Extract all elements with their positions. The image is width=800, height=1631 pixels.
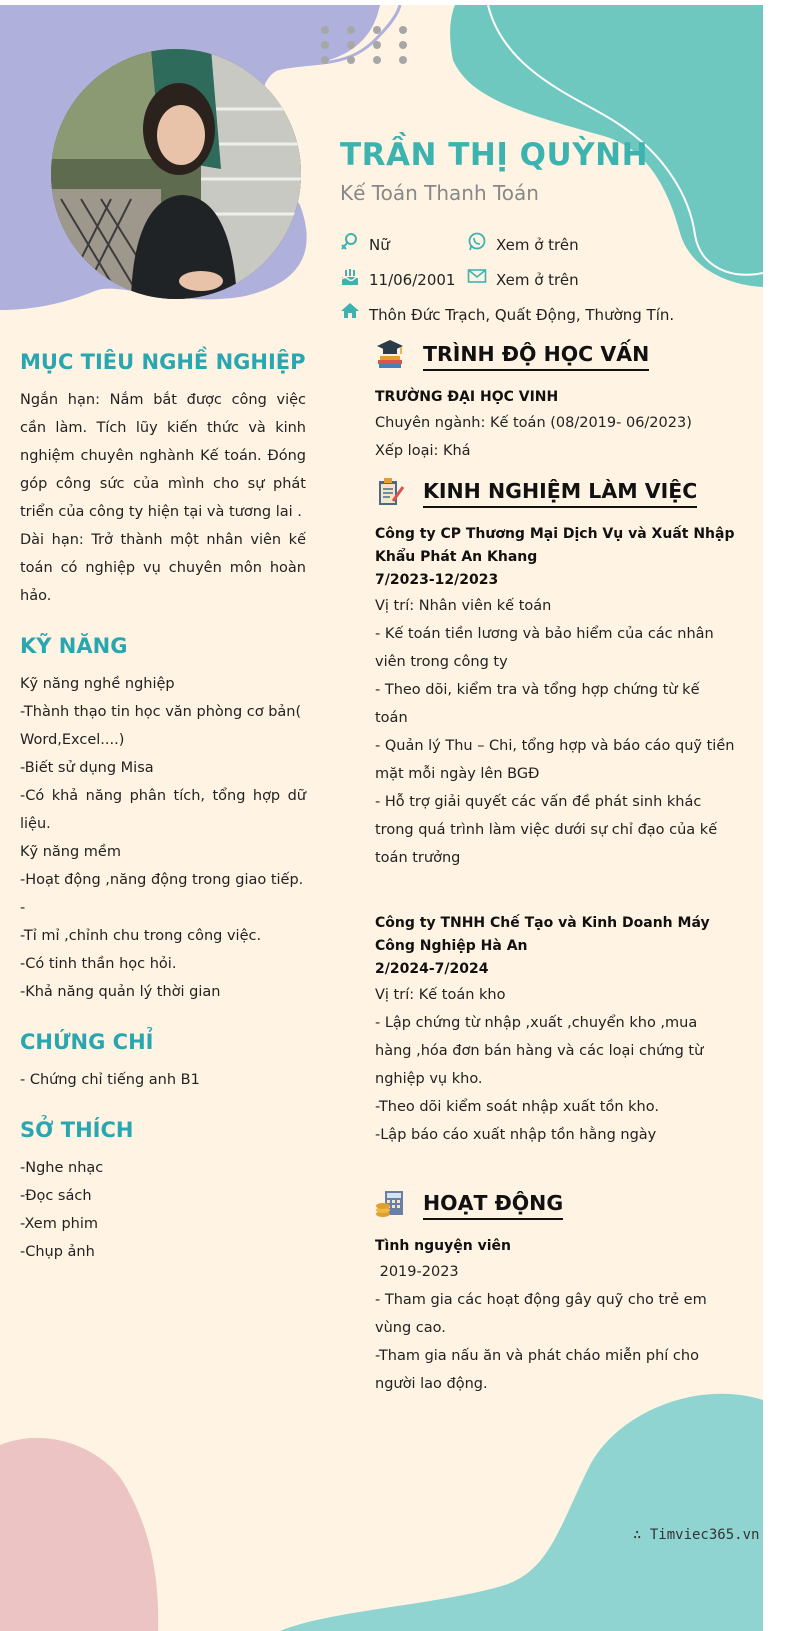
education-heading: TRÌNH ĐỘ HỌC VẤN (423, 342, 649, 371)
graduation-cap-icon (375, 338, 405, 370)
phone-value: Xem ở trên (496, 236, 579, 254)
skill-item: -Có tinh thần học hỏi. (20, 956, 177, 972)
skill-item: -Biết sử dụng Misa (20, 760, 154, 776)
education-major: Chuyên ngành: Kế toán (08/2019- 06/2023) (375, 415, 692, 431)
portrait-image (51, 49, 301, 299)
activity-line: -Tham gia nấu ăn và phát cháo miễn phí cho người lao động. (375, 1348, 699, 1392)
skill-item: -Thành thạo tin học văn phòng cơ bản( Word,Excel....) (20, 704, 302, 748)
profile-photo (51, 49, 301, 299)
job-line: -Lập báo cáo xuất nhập tồn hằng ngày (375, 1127, 657, 1143)
job-line: Vị trí: Nhân viên kế toán (375, 598, 552, 614)
job-period: 7/2023-12/2023 (375, 572, 499, 588)
hobby-item: -Xem phim (20, 1216, 98, 1232)
hobby-item: -Chụp ảnh (20, 1244, 95, 1260)
activities-header (375, 1185, 735, 1229)
certificates-heading: CHỨNG CHỈ (20, 1030, 154, 1054)
education-header (375, 336, 735, 380)
address-value: Thôn Đức Trạch, Quất Động, Thường Tín. (369, 306, 675, 324)
job-title: Kế Toán Thanh Toán (340, 181, 539, 205)
skill-item: -Có khả năng phân tích, tổng hợp dữ liệu. (20, 788, 306, 832)
activity-line: - Tham gia các hoạt động gây quỹ cho trẻ em vùng cao. (375, 1292, 707, 1336)
job-company: Công ty TNHH Chế Tạo và Kinh Doanh Máy Công Nghiệp Hà An (375, 915, 710, 954)
objective-short-term: Ngắn hạn: Nắm bắt được công việc cần làm. Tích lũy kiến thức và kinh nghiệm chuyên nghành Kế toán. Đóng góp công sức của mình cho sự phát triển của công ty hiện tại và tương lai . (20, 392, 306, 520)
certificate-item: - Chứng chỉ tiếng anh B1 (20, 1072, 200, 1088)
job-line: - Kế toán tiền lương và bảo hiểm của các nhân viên trong công ty (375, 626, 714, 670)
skill-item: Kỹ năng nghề nghiệp (20, 676, 175, 692)
experience-header (375, 473, 735, 517)
right-column (375, 336, 735, 1398)
skill-item: Kỹ năng mềm (20, 844, 121, 860)
gender-value: Nữ (369, 236, 390, 254)
hobby-item: -Nghe nhạc (20, 1160, 104, 1176)
skill-item: -Khả năng quản lý thời gian (20, 984, 221, 1000)
activity-role: Tình nguyện viên (375, 1238, 511, 1254)
job-line: - Hỗ trợ giải quyết các vấn đề phát sinh khác trong quá trình làm việc dưới sự chỉ đạo của kế toán trưởng (375, 794, 718, 866)
job-period: 2/2024-7/2024 (375, 961, 489, 977)
job-line: - Lập chứng từ nhập ,xuất ,chuyển kho ,mua hàng ,hóa đơn bán hàng và các loại chứng từ nghiệp vụ kho. (375, 1015, 704, 1087)
skill-item: -Hoạt động ,năng động trong giao tiếp. - (20, 872, 304, 916)
skills-heading: KỸ NĂNG (20, 634, 128, 658)
job-company: Công ty CP Thương Mại Dịch Vụ và Xuất Nhập Khẩu Phát An Khang (375, 526, 735, 565)
objective-long-term: Dài hạn: Trở thành một nhân viên kế toán có nghiệp vụ chuyên môn hoàn hảo. (20, 532, 306, 604)
activities-heading: HOẠT ĐỘNG (423, 1191, 563, 1220)
email-value: Xem ở trên (496, 271, 579, 289)
job-entry-1 (375, 523, 735, 872)
clipboard-icon (375, 475, 405, 507)
activity-period: 2019-2023 (375, 1264, 459, 1280)
job-line: - Quản lý Thu – Chi, tổng hợp và báo cáo quỹ tiền mặt mỗi ngày lên BGĐ (375, 738, 735, 782)
whatsapp-icon (467, 231, 487, 253)
cv-sheet (0, 5, 763, 1631)
job-line: -Theo dõi kiểm soát nhập xuất tồn kho. (375, 1099, 659, 1115)
education-grade: Xếp loại: Khá (375, 443, 471, 459)
left-column (20, 348, 306, 1266)
envelope-icon (467, 266, 487, 288)
school-name: TRƯỜNG ĐẠI HỌC VINH (375, 389, 559, 405)
objective-heading: MỤC TIÊU NGHỀ NGHIỆP (20, 350, 306, 374)
watermark-logo: ∴ Timviec365.vn (633, 1527, 760, 1543)
hobby-item: -Đọc sách (20, 1188, 92, 1204)
job-entry-2 (375, 912, 735, 1149)
job-line: - Theo dõi, kiểm tra và tổng hợp chứng từ kế toán (375, 682, 700, 726)
home-icon (340, 301, 360, 323)
skill-item: -Tỉ mỉ ,chỉnh chu trong công việc. (20, 928, 262, 944)
experience-heading: KINH NGHIỆM LÀM VIỆC (423, 479, 697, 508)
candidate-name: TRẦN THỊ QUỲNH (340, 137, 649, 173)
hobbies-heading: SỞ THÍCH (20, 1118, 134, 1142)
job-line: Vị trí: Kế toán kho (375, 987, 506, 1003)
calculator-coins-icon (375, 1187, 405, 1219)
birthdate-value: 11/06/2001 (369, 271, 456, 289)
birthday-cake-icon (340, 266, 360, 288)
gender-icon (340, 231, 360, 253)
